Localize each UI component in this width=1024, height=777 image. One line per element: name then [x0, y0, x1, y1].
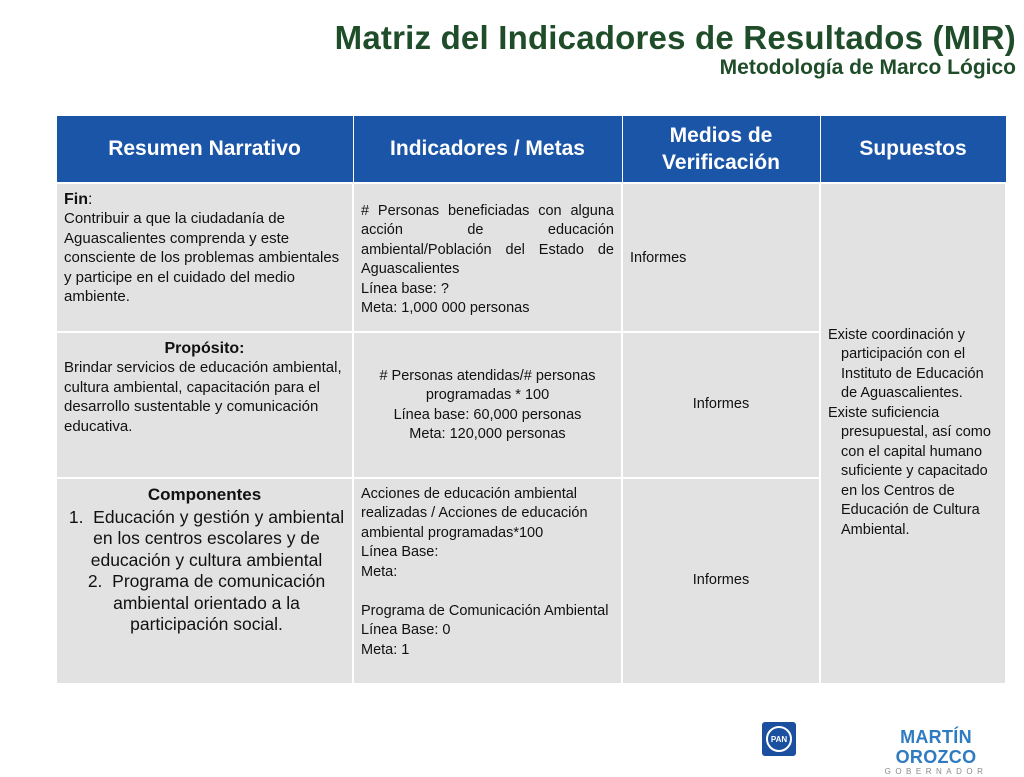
mir-table	[55, 115, 1007, 685]
supuesto-1: Existe coordinación y participación con el Instituto de Educación de Aguascalientes.	[828, 326, 984, 402]
componentes-goal-2: Meta: 1	[361, 641, 410, 658]
page-title: Matriz del Indicadores de Resultados (MIR)	[334, 19, 1016, 56]
componentes-verification: Informes	[692, 571, 750, 588]
componentes-indicator-1: Acciones de educación ambiental realizadas / Acciones de educación ambiental programadas*100	[361, 485, 588, 541]
page-header	[335, 20, 1016, 80]
componentes-goal-1: Meta:	[361, 563, 398, 580]
indicator-spacer	[361, 582, 614, 602]
componentes-verification-cell	[622, 478, 820, 684]
governor-role: GOBERNADOR	[884, 767, 988, 776]
fin-verification: Informes	[630, 249, 687, 266]
fin-goal: Meta: 1,000 000 personas	[361, 300, 530, 316]
table-row-fin	[56, 183, 1006, 332]
proposito-goal: Meta: 120,000 personas	[409, 426, 566, 442]
column-header-indicadores: Indicadores / Metas	[353, 116, 622, 183]
componentes-narrative-cell	[56, 478, 353, 684]
page-subtitle: Metodología de Marco Lógico	[719, 56, 1016, 79]
componentes-list	[64, 507, 345, 636]
proposito-label: Propósito:	[164, 339, 245, 357]
proposito-indicator-cell	[353, 332, 622, 478]
proposito-narrative: Brindar servicios de educación ambiental, cultura ambiental, capacitación para el desarrollo sustentable y comunicación educativa.	[64, 359, 342, 435]
pan-logo-text: PAN	[770, 734, 788, 744]
column-header-supuestos: Supuestos	[820, 116, 1006, 183]
pan-logo-ring	[766, 726, 792, 752]
supuesto-2: Existe suficiencia presupuestal, así como con el capital humano suficiente y capacitado en los Centros de Educación de Cultura Ambiental.	[828, 404, 991, 538]
componente-item-1: 1. Educación y gestión y ambiental en los centros escolares y de educación y cultura ambiental	[68, 506, 345, 570]
proposito-verification-cell	[622, 332, 820, 478]
fin-baseline: Línea base: ?	[361, 280, 449, 297]
componentes-baseline-2: Línea Base: 0	[361, 622, 451, 638]
proposito-verification: Informes	[692, 395, 750, 412]
componente-item-2: 2. Programa de comunicación ambiental orientado a la participación social.	[87, 571, 326, 634]
fin-indicator-cell	[353, 183, 622, 332]
componentes-indicator-2: Programa de Comunicación Ambiental	[361, 602, 609, 619]
fin-indicator: # Personas beneficiadas con alguna acción de educación ambiental/Población del Estado de Aguascalientes	[361, 202, 614, 277]
fin-verification-cell	[622, 183, 820, 332]
column-header-resumen: Resumen Narrativo	[56, 116, 353, 183]
componentes-label: Componentes	[147, 484, 262, 504]
fin-narrative: Contribuir a que la ciudadanía de Aguascalientes comprenda y este consciente de los problemas ambientales y participe en el cuidado del medio ambiente.	[64, 210, 340, 305]
supuestos-cell	[820, 183, 1006, 684]
fin-label-colon: :	[88, 190, 93, 208]
proposito-narrative-cell	[56, 332, 353, 478]
governor-logo	[862, 727, 1010, 777]
table-header-row	[56, 116, 1006, 183]
proposito-baseline: Línea base: 60,000 personas	[393, 406, 582, 423]
column-header-medios: Medios de Verificación	[622, 116, 820, 183]
componentes-baseline-1: Línea Base:	[361, 544, 439, 560]
pan-party-logo	[762, 722, 796, 756]
proposito-indicator: # Personas atendidas/# personas programadas * 100	[379, 367, 596, 403]
fin-label: Fin	[64, 190, 88, 208]
fin-narrative-cell	[56, 183, 353, 332]
componentes-indicator-cell	[353, 478, 622, 684]
governor-name: MARTÍN OROZCO	[895, 727, 977, 767]
fin-label-line	[64, 190, 345, 210]
